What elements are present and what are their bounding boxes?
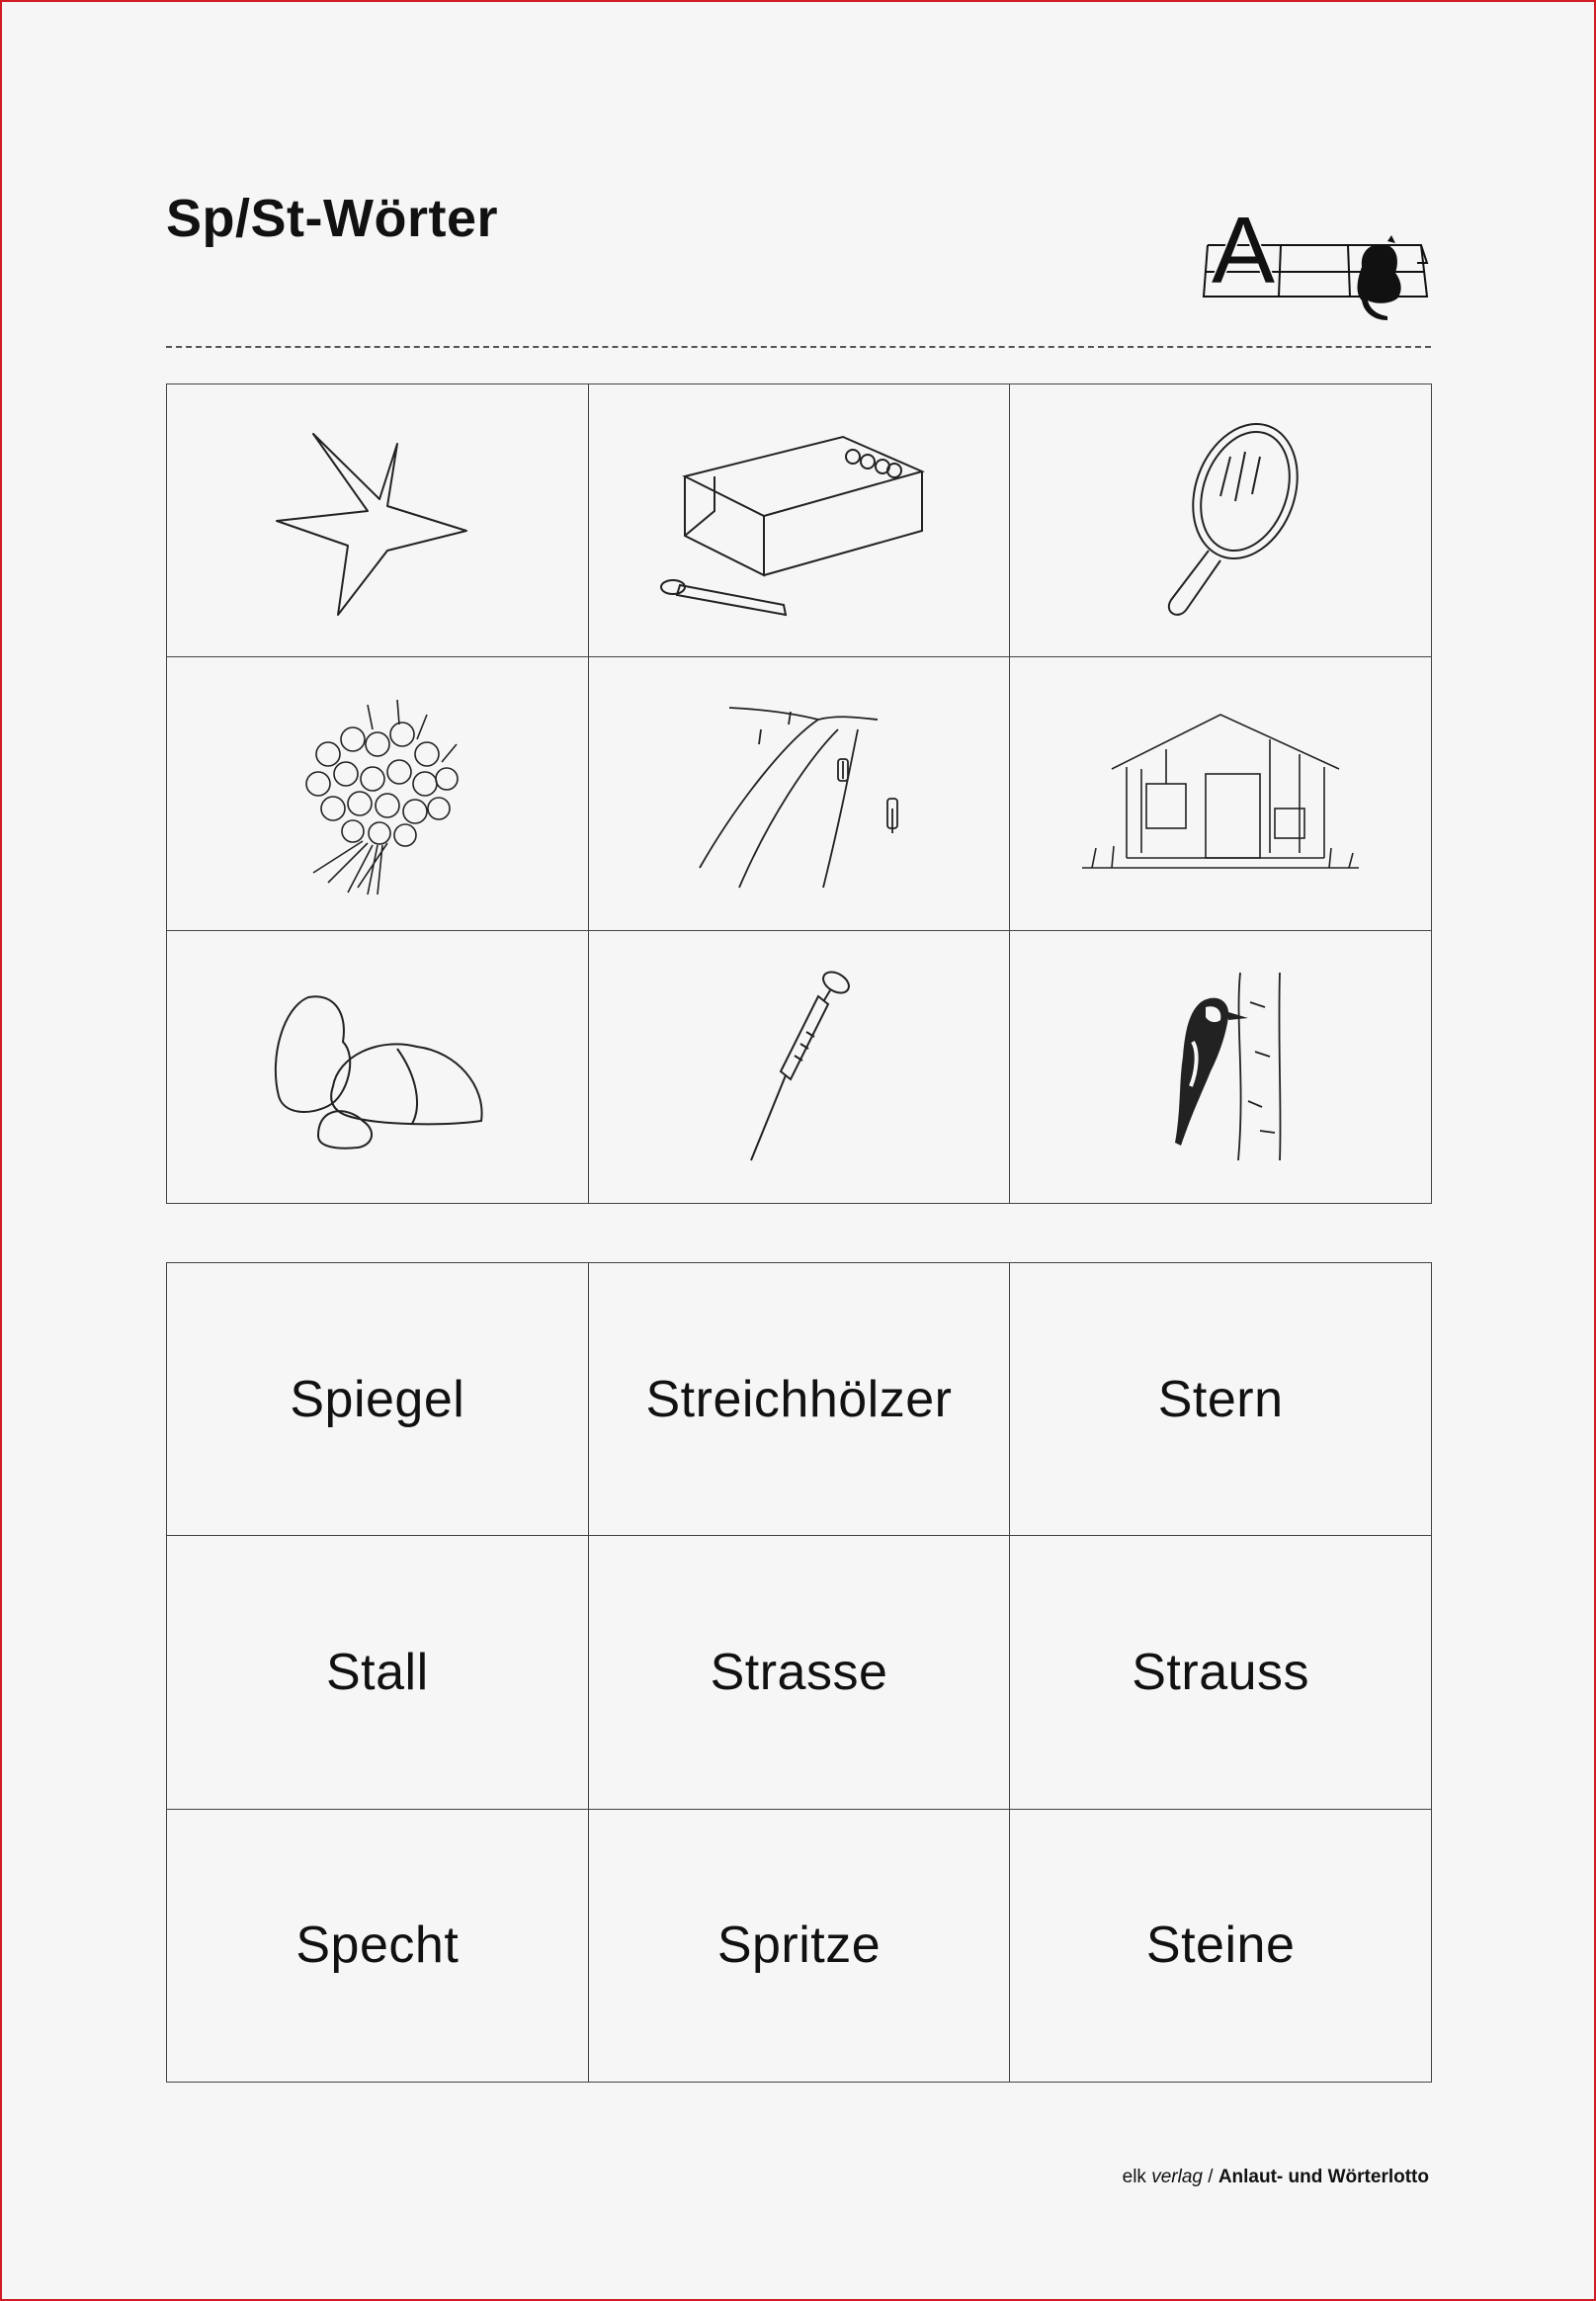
- word-label: Specht: [295, 1917, 460, 1975]
- picture-cell-syringe: [589, 931, 1011, 1204]
- publisher-name: elk: [1122, 2167, 1146, 2187]
- dashed-divider: [166, 346, 1431, 348]
- word-grid: [166, 1262, 1432, 2083]
- picture-cell-matches: [589, 384, 1011, 657]
- hand-mirror-icon: [1122, 417, 1319, 625]
- picture-cell-barn: [1010, 657, 1432, 930]
- logo-letter: A: [1212, 198, 1276, 303]
- picture-cell-road: [589, 657, 1011, 930]
- picture-cell-mirror: [1010, 384, 1432, 657]
- picture-cell-bouquet: [167, 657, 589, 930]
- publisher-name-italic: verlag: [1151, 2167, 1203, 2187]
- word-cell: [1010, 1263, 1432, 1536]
- picture-cell-star: [167, 384, 589, 657]
- word-cell: [167, 1810, 589, 2083]
- word-label: Strasse: [710, 1643, 888, 1701]
- barn-icon: [1072, 690, 1369, 897]
- flower-bouquet-icon: [269, 685, 486, 902]
- word-label: Streichhölzer: [645, 1370, 953, 1428]
- product-name: Anlaut- und Wörterlotto: [1218, 2167, 1429, 2187]
- page-title: Sp/St-Wörter: [166, 189, 498, 248]
- word-label: Stall: [326, 1643, 429, 1701]
- syringe-icon: [729, 963, 868, 1170]
- word-cell: [167, 1536, 589, 1809]
- footer-credit: [988, 2167, 1429, 2188]
- picture-cell-woodpecker: [1010, 931, 1432, 1204]
- word-cell: [589, 1536, 1011, 1809]
- road-icon: [680, 690, 917, 897]
- word-label: Spiegel: [290, 1370, 465, 1428]
- word-label: Strauss: [1132, 1643, 1310, 1701]
- word-label: Stern: [1157, 1370, 1284, 1428]
- word-cell: [1010, 1536, 1432, 1809]
- word-label: Steine: [1145, 1917, 1296, 1975]
- lotto-logo-icon: [1194, 198, 1435, 336]
- star-icon: [269, 422, 486, 620]
- woodpecker-icon: [1132, 963, 1309, 1170]
- word-label: Spritze: [716, 1917, 882, 1975]
- picture-grid: [166, 384, 1432, 1204]
- picture-cell-stones: [167, 931, 589, 1204]
- word-cell: [589, 1810, 1011, 2083]
- footer-separator: /: [1208, 2167, 1214, 2187]
- word-cell: [167, 1263, 589, 1536]
- word-cell: [1010, 1810, 1432, 2083]
- matchbox-icon: [645, 417, 952, 625]
- word-cell: [589, 1263, 1011, 1536]
- stones-icon: [249, 968, 506, 1165]
